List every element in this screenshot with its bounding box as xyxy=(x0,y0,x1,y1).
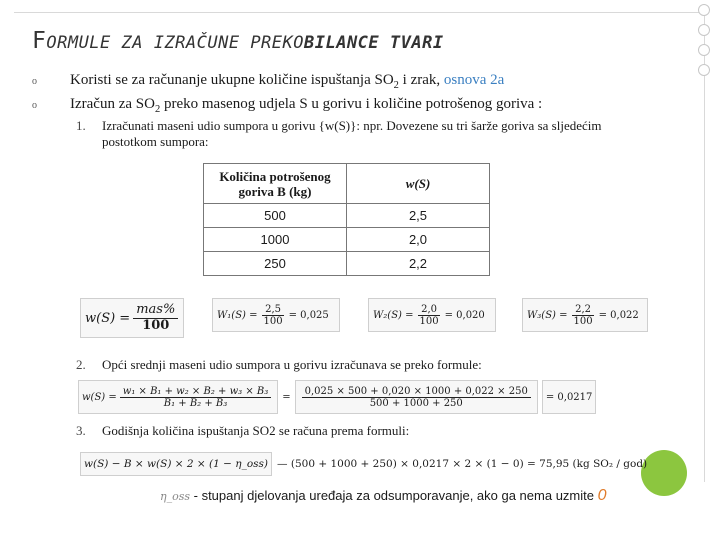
fraction: $\frac{\text{w₁ × B₁ + w₂ × B₂ + w₃ × B₃}}{\text{B₁ + B₂ + B₃}}$ xyxy=(120,386,271,409)
table-row: 1000 2,0 xyxy=(204,228,490,252)
formula-annual: w(S) − B × w(S) × 2 × (1 − η_oss) — (500 + 1000 + 250) × 0,0217 × 2 × (1 − 0) = 75,95 (kg SO₂ / god) xyxy=(80,452,653,476)
numbered-item: 1. Izračunati maseni udio sumpora u gorivu {w(S)}: npr. Dovezene su tri šarže goriva sa sljedećim postotkom sumpora: xyxy=(76,118,602,149)
decor-circle xyxy=(698,4,710,16)
formula-w1: W₁(S) = $\frac{2,5}{100}$ = 0,025 xyxy=(212,298,340,332)
numbered-item: 2. Opći srednji maseni udio sumpora u gorivu izračunava se preko formule: xyxy=(76,357,482,372)
formula-w3: W₃(S) = $\frac{2,2}{100}$ = 0,022 xyxy=(522,298,648,332)
frame-right-line xyxy=(704,12,705,482)
bullet-text: Izračun za $SO_2$ preko masenog udjela S u gorivu i količine potrošenog goriva : xyxy=(70,96,543,115)
footnote: η_oss - stupanj djelovanja uređaja za odsumporavanje, ako ga nema uzmite 0 xyxy=(160,487,607,504)
formula-main: w(S) = $\frac{\text{mas\%}}{100}$ xyxy=(80,298,184,338)
decor-circle xyxy=(698,44,710,56)
bullet-text: Koristi se za računanje ukupne količine ispuštanja $SO_2$ i zrak, osnova 2a xyxy=(70,72,505,91)
formula-mean: w(S) = $\frac{\text{w₁ × B₁ + w₂ × B₂ + w₃ × B₃}}{\text{B₁ + B₂ + B₃}}$ = $\frac{0,025 \times 500 + 0,020 \times 1000 + 0,022 \times 250}{500 + 1000 + 250}$ = 0,0217 xyxy=(78,380,596,414)
table-row: 500 2,5 xyxy=(204,204,490,228)
bullet-item xyxy=(32,96,542,115)
fraction: $\frac{\text{mas\%}}{100}$ xyxy=(133,303,178,333)
bullet-marker-icon: o xyxy=(32,76,37,87)
fraction: $\frac{0,025 \times 500 + 0,020 \times 1000 + 0,022 \times 250}{500 + 1000 + 250}$ xyxy=(302,386,531,409)
decor-circle xyxy=(698,24,710,36)
bullet-item xyxy=(32,72,504,91)
fraction: $\frac{2,0}{100}$ xyxy=(419,303,439,327)
frame-top-line xyxy=(14,12,704,13)
slide-title: FORMULE ZA IZRAČUNE PREKOBILANCE TVARI xyxy=(32,28,444,54)
numbered-item: 3. Godišnja količina ispuštanja SO2 se računa prema formuli: xyxy=(76,423,410,438)
bullet-marker-icon: o xyxy=(32,100,37,111)
fraction: $\frac{2,5}{100}$ xyxy=(263,303,283,327)
formula-w2: W₂(S) = $\frac{2,0}{100}$ = 0,020 xyxy=(368,298,496,332)
table-row: 250 2,2 xyxy=(204,252,490,276)
fraction: $\frac{2,2}{100}$ xyxy=(573,303,593,327)
fuel-table xyxy=(203,163,490,276)
table-header-row: Količina potrošenog goriva B (kg) w(S) xyxy=(204,164,490,204)
decor-circle xyxy=(698,64,710,76)
